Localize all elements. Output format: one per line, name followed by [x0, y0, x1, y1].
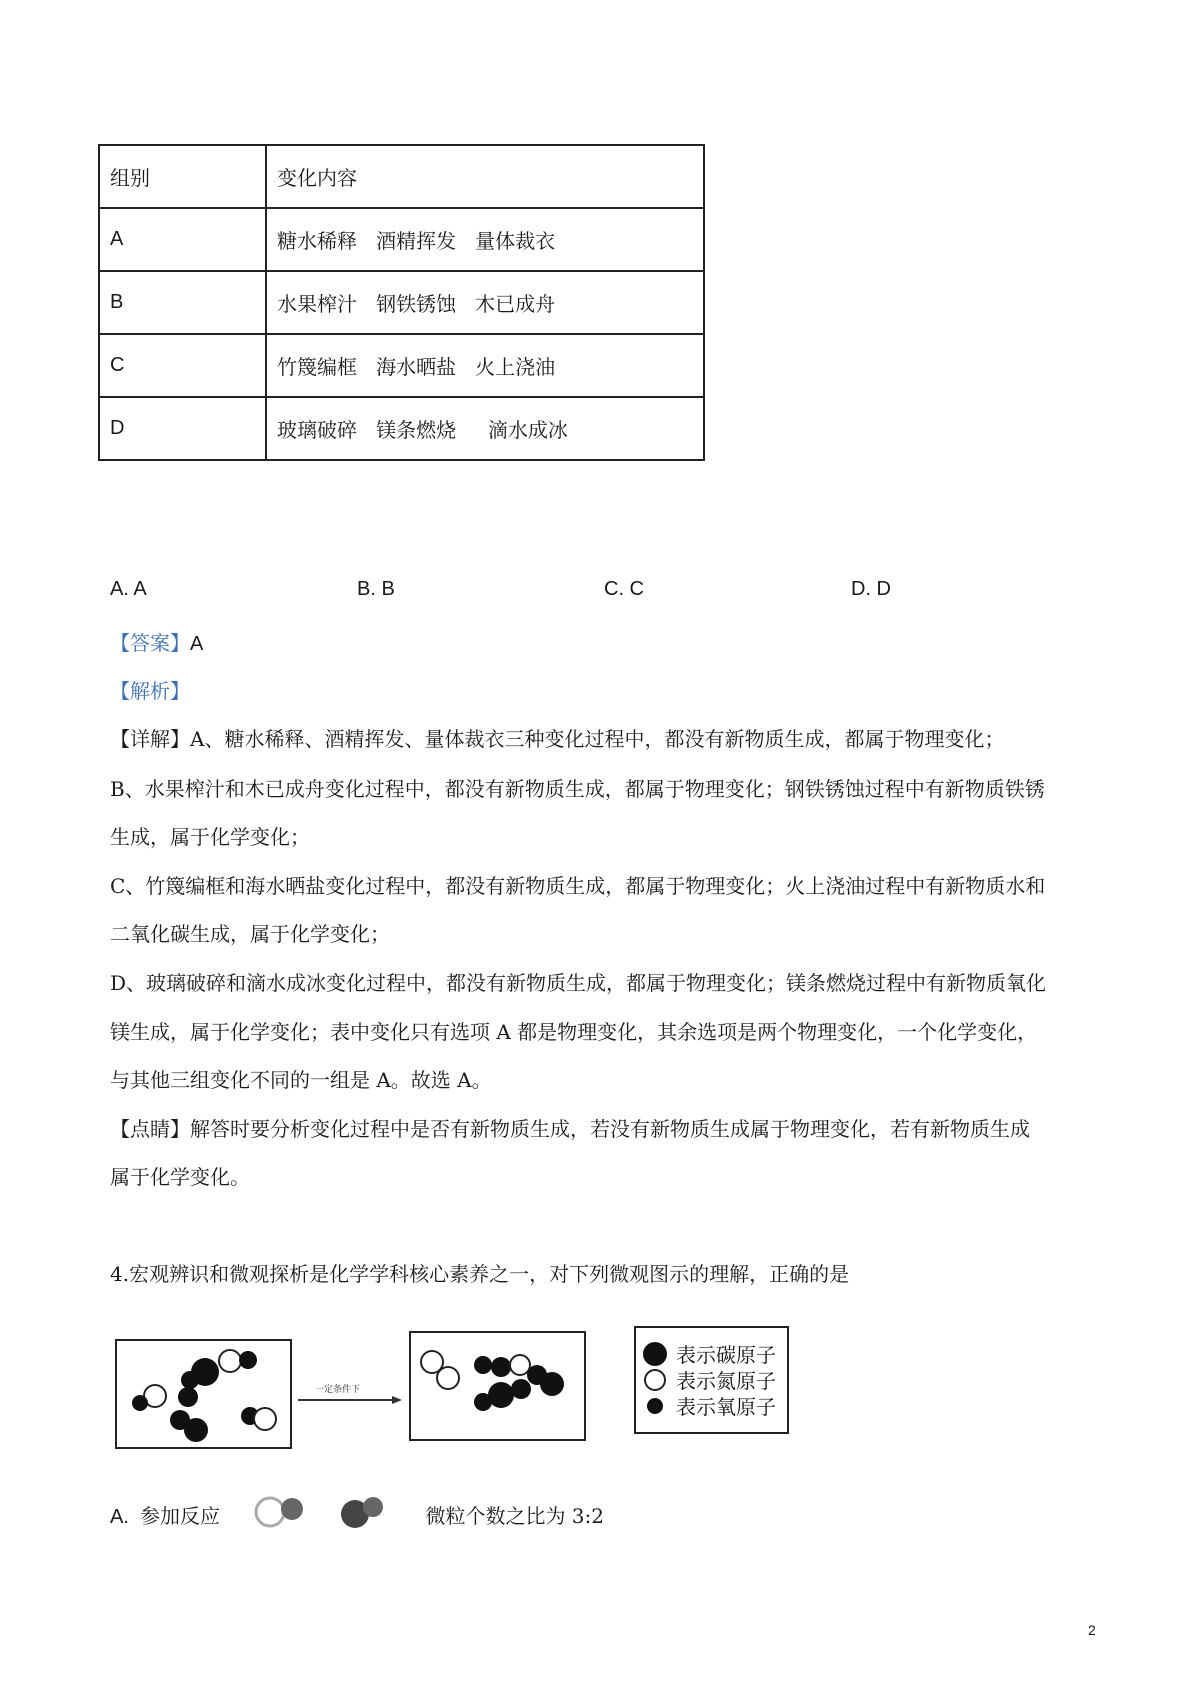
- detail-line: 与其他三组变化不同的一组是 A。故选 A。: [110, 1068, 492, 1092]
- nitrogen-oxide-molecule-icon: [250, 1492, 320, 1532]
- detail-line: B、水果榨汁和木已成舟变化过程中，都没有新物质生成，都属于物理变化；钢铁锈蚀过程中有新物质铁锈: [110, 777, 1045, 801]
- question-4: 4.宏观辨识和微观探析是化学学科核心素养之一，对下列微观图示的理解，正确的是: [110, 1262, 850, 1286]
- carbon-oxide-molecule-icon: [335, 1492, 395, 1532]
- table-cell: 玻璃破碎 镁条燃烧 滴水成冰: [266, 397, 704, 460]
- carbon-atom-icon: [643, 1342, 667, 1366]
- table-header-cell: 组别: [99, 145, 266, 208]
- detail-line: 镁生成，属于化学变化；表中变化只有选项 A 都是物理变化，其余选项是两个物理变化，一个化学变化，: [110, 1020, 1038, 1044]
- detail-line: D、玻璃破碎和滴水成冰变化过程中，都没有新物质生成，都属于物理变化；镁条燃烧过程中有新物质氧化: [110, 971, 1047, 995]
- micro-reaction-figure: [110, 1322, 880, 1452]
- table-cell: C: [99, 334, 266, 397]
- table-cell: A: [99, 208, 266, 271]
- option-c: C. C: [604, 578, 644, 600]
- table-row: [99, 334, 704, 397]
- table-row: [99, 397, 704, 460]
- detail-line: 二氧化碳生成，属于化学变化；: [110, 922, 390, 946]
- comment-line: 【点睛】解答时要分析变化过程中是否有新物质生成，若没有新物质生成属于物理变化，若有新物质生成: [110, 1117, 1030, 1141]
- table-cell: 竹篾编框 海水晒盐 火上浇油: [266, 334, 704, 397]
- legend-carbon: 表示碳原子: [676, 1343, 776, 1367]
- oxygen-atom-icon: [647, 1398, 663, 1414]
- table-cell: 水果榨汁 钢铁锈蚀 木已成舟: [266, 271, 704, 334]
- answer-line: [110, 627, 203, 656]
- option-a-prefix: A. 参加反应: [110, 1506, 221, 1528]
- nitrogen-atom-icon: [645, 1370, 665, 1390]
- answer-tag: 【答案】: [110, 631, 190, 655]
- option-a-suffix: 微粒个数之比为 3:2: [425, 1504, 604, 1528]
- page-number: 2: [1088, 1622, 1096, 1638]
- option-b: B. B: [357, 578, 395, 600]
- arrow-head: [392, 1396, 402, 1404]
- legend-oxygen: 表示氧原子: [676, 1395, 776, 1419]
- option-a: A. A: [110, 578, 147, 600]
- legend-nitrogen: 表示氮原子: [676, 1369, 776, 1393]
- detail-line: C、竹篾编框和海水晒盐变化过程中，都没有新物质生成，都属于物理变化；火上浇油过程中有新物质水和: [110, 874, 1046, 898]
- reactant-molecules: [132, 1350, 276, 1442]
- table-row: [99, 208, 704, 271]
- table-row: [99, 271, 704, 334]
- table-cell: D: [99, 397, 266, 460]
- table-cell: 糖水稀释 酒精挥发 量体裁衣: [266, 208, 704, 271]
- detail-line: 【详解】A、糖水稀释、酒精挥发、量体裁衣三种变化过程中，都没有新物质生成，都属于物理变化；: [110, 727, 1005, 751]
- change-table: [98, 144, 705, 461]
- comment-line: 属于化学变化。: [110, 1165, 250, 1189]
- table-header-cell: 变化内容: [266, 145, 704, 208]
- arrow-label: 一定条件下: [315, 1385, 361, 1395]
- analysis-tag: 【解析】: [110, 679, 190, 703]
- option-d: D. D: [851, 578, 891, 600]
- answer-value: A: [190, 633, 204, 655]
- table-header-row: [99, 145, 704, 208]
- table-cell: B: [99, 271, 266, 334]
- product-molecules: [421, 1351, 564, 1411]
- detail-line: 生成，属于化学变化；: [110, 825, 310, 849]
